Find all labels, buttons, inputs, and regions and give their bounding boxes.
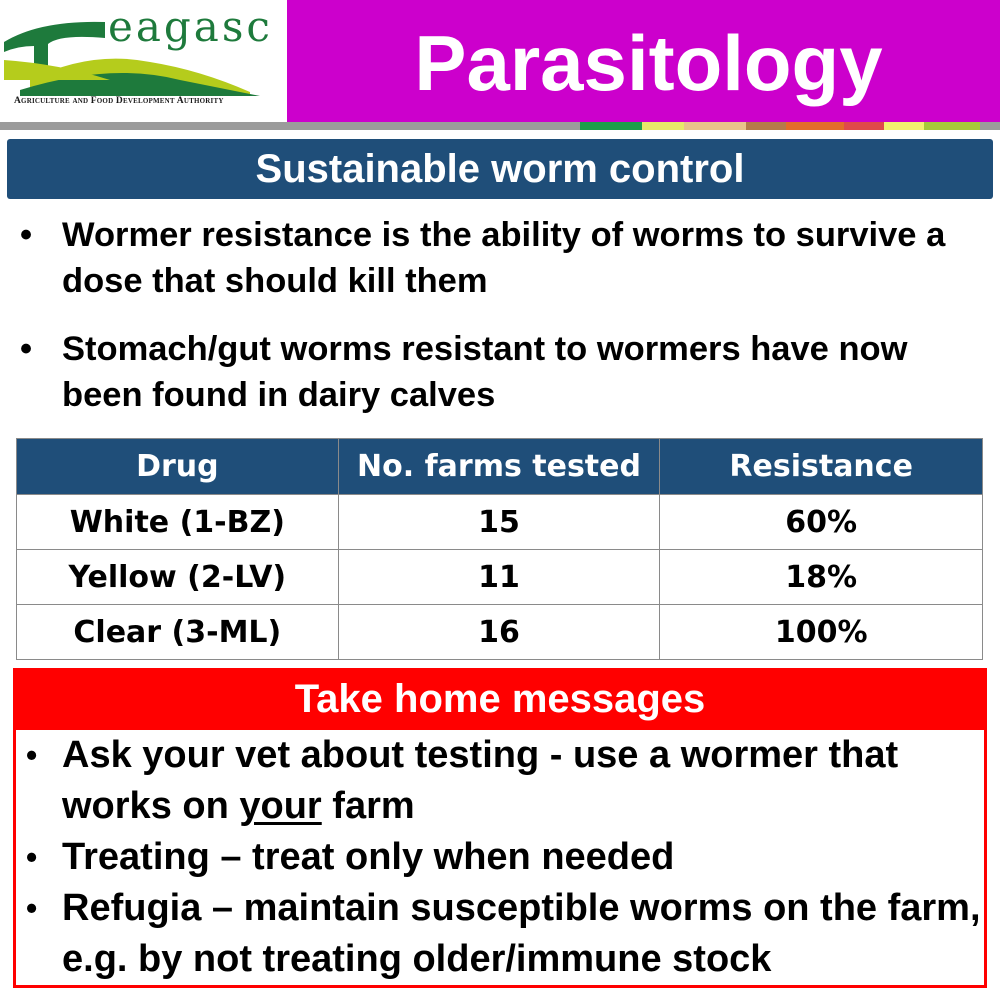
bullet-text: Wormer resistance is the ability of worms to survive a dose that should kill them (62, 216, 946, 300)
resistance-table (16, 438, 983, 660)
list-item (20, 326, 980, 418)
teagasc-logo (0, 0, 287, 122)
list-item (26, 832, 986, 883)
bullet-marker: • (26, 890, 38, 926)
color-strip-6 (844, 122, 884, 130)
bullet-marker: • (20, 216, 33, 254)
bullet-list (20, 212, 980, 440)
table-row (17, 605, 983, 660)
color-strip-7 (884, 122, 924, 130)
message-text-end: farm (321, 785, 415, 827)
title-band (287, 0, 1000, 122)
page-title: Parasitology (414, 19, 883, 107)
table-cell: 16 (338, 605, 660, 660)
message-text: Refugia – maintain susceptible worms on the farm, e.g. by not treating older/immune stock (62, 887, 981, 980)
color-strip-3 (684, 122, 746, 130)
column-header-drug: Drug (17, 439, 339, 495)
logo-wordmark: eagasc (108, 2, 273, 51)
color-strip-4 (746, 122, 786, 130)
bullet-text: Stomach/gut worms resistant to wormers have now been found in dairy calves (62, 330, 908, 414)
take-home-title: Take home messages (13, 668, 987, 730)
table-cell: Clear (3-ML) (17, 605, 339, 660)
message-text: Ask your vet about testing - use a wormer that works on (62, 734, 899, 827)
list-item (26, 730, 986, 832)
column-header-farms: No. farms tested (338, 439, 660, 495)
table-cell: 15 (338, 495, 660, 550)
color-strip-2 (642, 122, 684, 130)
table-cell: 100% (660, 605, 983, 660)
table-cell: 11 (338, 550, 660, 605)
table-cell: 18% (660, 550, 983, 605)
table-cell: White (1-BZ) (17, 495, 339, 550)
color-strip-1 (580, 122, 642, 130)
bullet-marker: • (20, 330, 33, 368)
bullet-marker: • (26, 839, 38, 875)
table-header-row (17, 439, 983, 495)
logo-tagline: Agriculture and Food Development Authority (14, 96, 224, 106)
color-strip-5 (786, 122, 844, 130)
table-cell: Yellow (2-LV) (17, 550, 339, 605)
color-strip-8 (924, 122, 980, 130)
column-header-resistance: Resistance (660, 439, 983, 495)
table-cell: 60% (660, 495, 983, 550)
section-title: Sustainable worm control (7, 139, 993, 199)
message-text: Treating – treat only when needed (62, 836, 675, 878)
table-row (17, 550, 983, 605)
list-item (26, 883, 986, 985)
take-home-list (26, 730, 986, 985)
message-emphasis: your (239, 785, 322, 827)
table-row (17, 495, 983, 550)
bullet-marker: • (26, 737, 38, 773)
list-item (20, 212, 980, 304)
